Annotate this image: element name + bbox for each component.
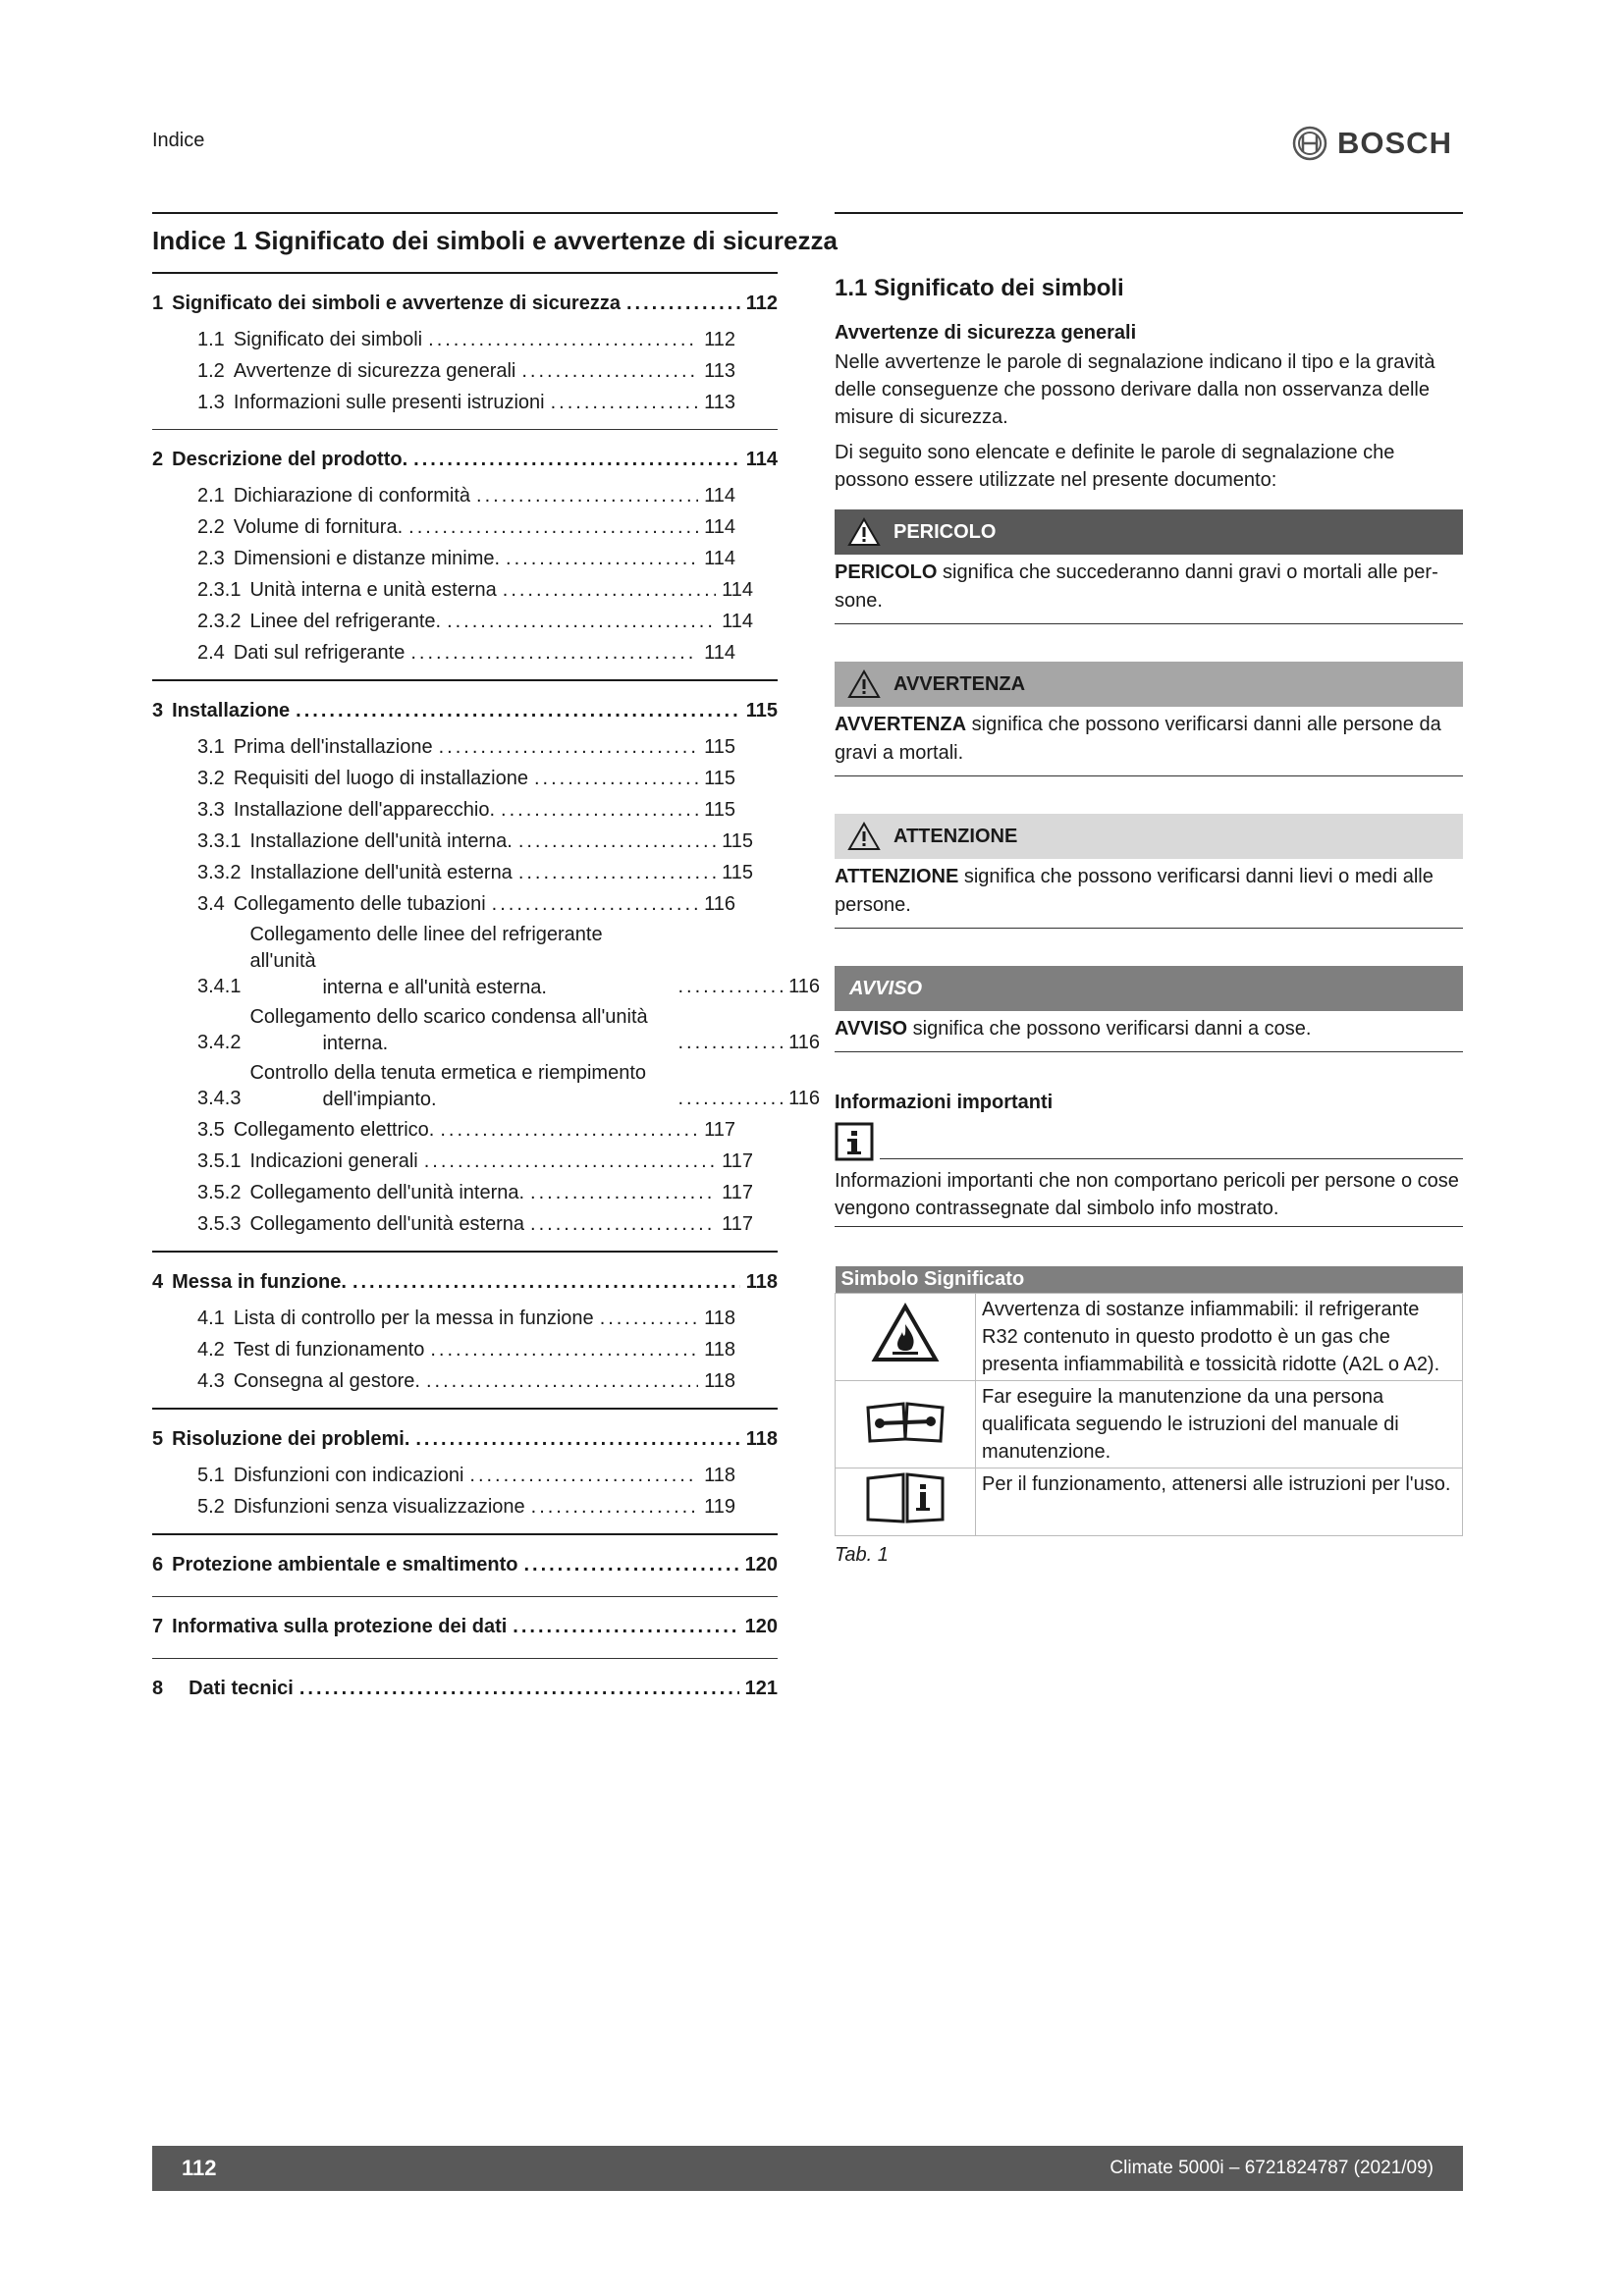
toc-number: 2.4: [197, 642, 225, 664]
toc-number: 5.1: [197, 1465, 225, 1486]
signal-word: ATTENZIONE: [893, 825, 1018, 847]
toc-leader: [530, 1210, 716, 1239]
toc-page: 114: [704, 642, 735, 664]
toc-leader: [408, 513, 698, 542]
warning-text: significa che possono verificarsi danni a cose.: [907, 1018, 1312, 1040]
toc-section-1: [152, 274, 778, 430]
toc-entry[interactable]: [152, 326, 735, 354]
toc-page: 116: [788, 976, 820, 997]
toc-label: Risoluzione dei problemi.: [172, 1428, 410, 1450]
table-header: Simbolo Significato: [836, 1266, 1463, 1294]
toc-label: Disfunzioni con indicazioni: [233, 1465, 464, 1486]
toc-number: 6: [152, 1554, 164, 1575]
signal-word: PERICOLO: [893, 520, 997, 543]
toc-page: 114: [704, 516, 735, 538]
signal-words-paragraph: Di seguito sono elencate e definite le parole di segnalazione che possono essere utilizzate nel presente documento:: [835, 442, 1395, 491]
toc-page: 117: [722, 1150, 753, 1172]
toc-entry[interactable]: [152, 1462, 735, 1490]
brand-name: BOSCH: [1337, 126, 1452, 160]
info-heading: Informazioni importanti: [835, 1092, 1054, 1113]
intro-paragraph: Nelle avvertenze le parole di segnalazione indicano il tipo e la gravità delle conseguenze che possono derivare dalla non osservanza delle misure di sicurezza.: [835, 351, 1435, 428]
content-column: [835, 212, 1463, 1567]
toc-number: 5.2: [197, 1496, 225, 1518]
section-heading: 1.1 Significato dei simboli: [835, 275, 1124, 301]
toc-entry[interactable]: [152, 446, 778, 474]
toc-entry[interactable]: [152, 1210, 753, 1239]
toc-leader: [518, 859, 716, 887]
bosch-armature-icon: [1292, 126, 1327, 161]
toc-section-3: [152, 681, 820, 1253]
danger-triangle-icon: [835, 517, 893, 547]
toc-entry[interactable]: [152, 890, 735, 919]
toc-label: Collegamento dell'unità interna.: [249, 1182, 525, 1203]
toc-entry[interactable]: [152, 697, 778, 725]
toc-entry[interactable]: [152, 922, 820, 1001]
page-number: 112: [182, 2156, 217, 2180]
toc-entry[interactable]: [152, 1004, 820, 1057]
toc-label: Installazione: [172, 700, 291, 721]
toc-label: Collegamento delle linee del refrigerante all'unità interna e all'unità esterna.: [249, 924, 603, 998]
toc-page: 118: [745, 1271, 778, 1293]
toc-number: 3.2: [197, 768, 225, 789]
toc-page: 117: [722, 1182, 753, 1203]
toc-section-7: [152, 1597, 778, 1659]
page-footer: [152, 2146, 1463, 2191]
toc-label: Dichiarazione di conformità: [233, 485, 471, 507]
toc-number: 1.2: [197, 360, 225, 382]
toc-entry[interactable]: [152, 389, 735, 417]
toc-page: 114: [704, 485, 735, 507]
toc-leader: [523, 1551, 738, 1579]
toc-label: Disfunzioni senza visualizzazione: [233, 1496, 525, 1518]
toc-label: Installazione dell'unità esterna: [249, 862, 513, 883]
toc-entry[interactable]: [152, 1305, 735, 1333]
toc-page: 115: [745, 700, 778, 721]
toc-label: Indicazioni generali: [249, 1150, 418, 1172]
toc-entry[interactable]: [152, 796, 735, 825]
toc-number: 3.4.2: [197, 1032, 242, 1053]
service-manual-icon: [864, 1396, 947, 1445]
toc-entry[interactable]: [152, 1367, 735, 1396]
toc-number: 3.5.3: [197, 1213, 242, 1235]
toc-leader: [299, 1675, 739, 1703]
toc-number: 5: [152, 1428, 164, 1450]
toc-leader: [440, 1116, 698, 1145]
signal-word-bold: AVVERTENZA: [835, 714, 967, 735]
toc-number: 3.3.2: [197, 862, 242, 883]
toc-entry[interactable]: [152, 1493, 735, 1522]
table-cell-meaning: Far eseguire la manutenzione da una persona qualificata seguendo le istruzioni del manuale di manutenzione.: [976, 1381, 1463, 1468]
toc-label: Installazione dell'unità interna.: [249, 830, 513, 852]
toc-entry[interactable]: [152, 1336, 735, 1364]
warning-pericolo: [835, 509, 1463, 624]
toc-label: Significato dei simboli: [233, 329, 423, 350]
toc-number: 2.3: [197, 548, 225, 569]
toc-entry[interactable]: [152, 482, 735, 510]
toc-entry[interactable]: [152, 1060, 820, 1113]
toc-page: 115: [722, 830, 753, 852]
signal-word-bold: PERICOLO: [835, 561, 938, 583]
toc-label: Installazione dell'apparecchio.: [233, 799, 496, 821]
toc-number: 3.5: [197, 1119, 225, 1141]
toc-leader: [677, 1029, 783, 1057]
warning-attenzione: [835, 814, 1463, 929]
toc-number: 3: [152, 700, 164, 721]
toc-page: 118: [704, 1339, 735, 1361]
toc-leader: [410, 639, 698, 667]
toc-label: Volume di fornitura.: [233, 516, 404, 538]
flammable-warning-icon: [871, 1303, 940, 1363]
info-icon: [835, 1122, 874, 1161]
warning-triangle-icon: [835, 669, 893, 699]
toc-page: 118: [745, 1428, 778, 1450]
toc-label: Controllo della tenuta ermetica e riempimento dell'impianto.: [249, 1062, 647, 1110]
toc-page: 114: [722, 611, 753, 632]
toc-number: 4: [152, 1271, 164, 1293]
toc-label: Descrizione del prodotto.: [172, 449, 408, 470]
toc-label: Unità interna e unità esterna: [249, 579, 497, 601]
toc-entry[interactable]: [152, 576, 753, 605]
toc-label: Consegna al gestore.: [233, 1370, 420, 1392]
toc-page: 112: [704, 329, 735, 350]
table-cell-meaning: Avvertenza di sostanze infiammabili: il refrigerante R32 contenuto in questo prodotto è un gas che presenta infiammabilità e tossicità ridotte (A2L o A2).: [976, 1294, 1463, 1381]
toc-leader: [430, 1336, 698, 1364]
toc-entry[interactable]: [152, 1551, 778, 1579]
toc-number: 3.3.1: [197, 830, 242, 852]
toc-entry[interactable]: [152, 639, 735, 667]
toc-page: 118: [704, 1370, 735, 1392]
table-row: [836, 1468, 1463, 1536]
toc-label: Dati tecnici: [189, 1678, 294, 1699]
toc-number: 2.3.2: [197, 611, 242, 632]
signal-word: AVVISO: [849, 977, 923, 999]
toc-label: Collegamento dello scarico condensa all'unità interna.: [249, 1006, 648, 1054]
toc-number: 7: [152, 1616, 164, 1637]
toc-page: 115: [704, 799, 735, 821]
toc-number: 2: [152, 449, 164, 470]
toc-label: Messa in funzione.: [172, 1271, 347, 1293]
toc-label: Collegamento delle tubazioni: [233, 893, 486, 915]
toc-section-6: [152, 1535, 778, 1597]
toc-leader: [677, 1085, 783, 1113]
toc-page: 118: [704, 1308, 735, 1329]
toc-leader: [424, 1148, 716, 1176]
notice-avviso: [835, 966, 1463, 1052]
toc-number: 3.5.1: [197, 1150, 242, 1172]
brand-logo: [1292, 126, 1452, 161]
toc-number: 3.3: [197, 799, 225, 821]
toc-page: 113: [704, 360, 735, 382]
toc-leader: [428, 326, 698, 354]
toc-entry[interactable]: [152, 1425, 778, 1454]
toc-leader: [530, 1179, 716, 1207]
warning-text: significa che succederanno danni gravi o mortali alle per-sone.: [835, 561, 1438, 612]
toc-leader: [413, 446, 740, 474]
info-paragraph: Informazioni importanti che non comportano pericoli per persone o cose vengono contrassegnate dal simbolo info mostrato.: [835, 1161, 1463, 1227]
toc-page: 112: [745, 293, 778, 314]
toc-page: 115: [704, 768, 735, 789]
toc-leader: [501, 796, 698, 825]
toc-entry[interactable]: [152, 1116, 735, 1145]
page-section-label: Indice: [152, 130, 205, 151]
document-reference: Climate 5000i – 6721824787 (2021/09): [1110, 2158, 1434, 2178]
toc-entry[interactable]: [152, 828, 753, 856]
subsection-heading: Avvertenze di sicurezza generali: [835, 322, 1137, 344]
table-caption: Tab. 1: [835, 1544, 889, 1566]
signal-word-bold: ATTENZIONE: [835, 866, 959, 887]
toc-label: Linee del refrigerante.: [249, 611, 442, 632]
toc-leader: [492, 890, 698, 919]
toc-leader: [426, 1367, 698, 1396]
toc-number: 3.5.2: [197, 1182, 242, 1203]
toc-leader: [600, 1305, 698, 1333]
toc-entry[interactable]: [152, 608, 753, 636]
operating-manual-icon: [864, 1470, 947, 1525]
toc-page: 117: [722, 1213, 753, 1235]
toc-leader: [439, 733, 698, 762]
toc-page: 116: [788, 1088, 820, 1109]
toc-entry[interactable]: [152, 1179, 753, 1207]
toc-number: 1.1: [197, 329, 225, 350]
toc-section-4: [152, 1253, 778, 1410]
toc-leader: [296, 697, 740, 725]
warning-avvertenza: [835, 662, 1463, 776]
toc-title: Indice 1 Significato dei simboli e avvertenze di sicurezza: [152, 214, 778, 274]
toc-leader: [513, 1613, 738, 1641]
toc-page: 114: [745, 449, 778, 470]
toc-label: Dimensioni e distanze minime.: [233, 548, 501, 569]
toc-entry[interactable]: [152, 513, 735, 542]
toc-number: 1.3: [197, 392, 225, 413]
toc-section-5: [152, 1410, 778, 1535]
toc-number: 3.4.1: [197, 976, 242, 997]
toc-page: 118: [704, 1465, 735, 1486]
toc-number: 2.3.1: [197, 579, 242, 601]
toc-entry[interactable]: [152, 1675, 778, 1703]
toc-entry[interactable]: [152, 733, 735, 762]
toc-page: 115: [704, 736, 735, 758]
toc-number: 2.2: [197, 516, 225, 538]
toc-entry[interactable]: [152, 545, 735, 573]
toc-leader: [521, 357, 698, 386]
toc-leader: [626, 290, 740, 318]
toc-label: Dati sul refrigerante: [233, 642, 406, 664]
toc-label: Requisiti del luogo di installazione: [233, 768, 528, 789]
toc-number: 4.3: [197, 1370, 225, 1392]
toc-leader: [531, 1493, 698, 1522]
signal-word-bold: AVVISO: [835, 1018, 908, 1040]
toc-number: 1: [152, 293, 164, 314]
toc-page: 121: [744, 1678, 778, 1699]
toc-entry[interactable]: [152, 1148, 753, 1176]
toc-label: Lista di controllo per la messa in funzione: [233, 1308, 594, 1329]
toc-page: 114: [722, 579, 753, 601]
toc-label: Avvertenze di sicurezza generali: [233, 360, 516, 382]
toc-leader: [503, 576, 716, 605]
warning-text: significa che possono verificarsi danni alle persone da gravi a mortali.: [835, 714, 1441, 764]
toc-label: Prima dell'installazione: [233, 736, 433, 758]
toc-section-2: [152, 430, 778, 681]
toc-page: 117: [704, 1119, 735, 1141]
toc-number: 3.4: [197, 893, 225, 915]
toc-entry[interactable]: [152, 290, 778, 318]
toc-entry[interactable]: [152, 1613, 778, 1641]
toc-leader: [352, 1268, 740, 1297]
toc-number: 4.1: [197, 1308, 225, 1329]
symbol-table: [835, 1266, 1463, 1536]
toc-page: 119: [704, 1496, 735, 1518]
signal-word: AVVERTENZA: [893, 672, 1026, 695]
toc-number: 8: [152, 1678, 164, 1699]
toc-page: 116: [704, 893, 735, 915]
toc-label: Informativa sulla protezione dei dati: [172, 1616, 508, 1637]
toc-leader: [534, 765, 698, 793]
toc-label: Collegamento dell'unità esterna: [249, 1213, 525, 1235]
toc-number: 4.2: [197, 1339, 225, 1361]
toc-entry[interactable]: [152, 859, 753, 887]
toc-entry[interactable]: [152, 765, 735, 793]
warning-text: significa che possono verificarsi danni lievi o medi alle persone.: [835, 866, 1434, 916]
toc-entry[interactable]: [152, 357, 735, 386]
toc-page: 120: [744, 1554, 778, 1575]
toc-leader: [415, 1425, 739, 1454]
toc-label: Informazioni sulle presenti istruzioni: [233, 392, 545, 413]
toc-entry[interactable]: [152, 1268, 778, 1297]
toc-section-8: [152, 1659, 778, 1720]
toc-label: Protezione ambientale e smaltimento: [172, 1554, 518, 1575]
table-of-contents: [152, 212, 838, 1720]
toc-label: Collegamento elettrico.: [233, 1119, 435, 1141]
caution-triangle-icon: [835, 822, 893, 851]
toc-leader: [447, 608, 716, 636]
toc-number: 2.1: [197, 485, 225, 507]
toc-leader: [469, 1462, 698, 1490]
toc-page: 114: [704, 548, 735, 569]
toc-label: Test di funzionamento: [233, 1339, 425, 1361]
toc-number: 3.1: [197, 736, 225, 758]
toc-page: 120: [744, 1616, 778, 1637]
table-row: [836, 1381, 1463, 1468]
toc-page: 115: [722, 862, 753, 883]
table-row: [836, 1294, 1463, 1381]
toc-leader: [518, 828, 716, 856]
toc-leader: [551, 389, 698, 417]
toc-leader: [506, 545, 698, 573]
toc-leader: [677, 973, 783, 1001]
toc-leader: [476, 482, 698, 510]
toc-label: Significato dei simboli e avvertenze di sicurezza: [172, 293, 621, 314]
toc-page: 113: [704, 392, 735, 413]
toc-page: 116: [788, 1032, 820, 1053]
table-cell-meaning: Per il funzionamento, attenersi alle istruzioni per l'uso.: [976, 1468, 1463, 1536]
toc-number: 3.4.3: [197, 1088, 242, 1109]
